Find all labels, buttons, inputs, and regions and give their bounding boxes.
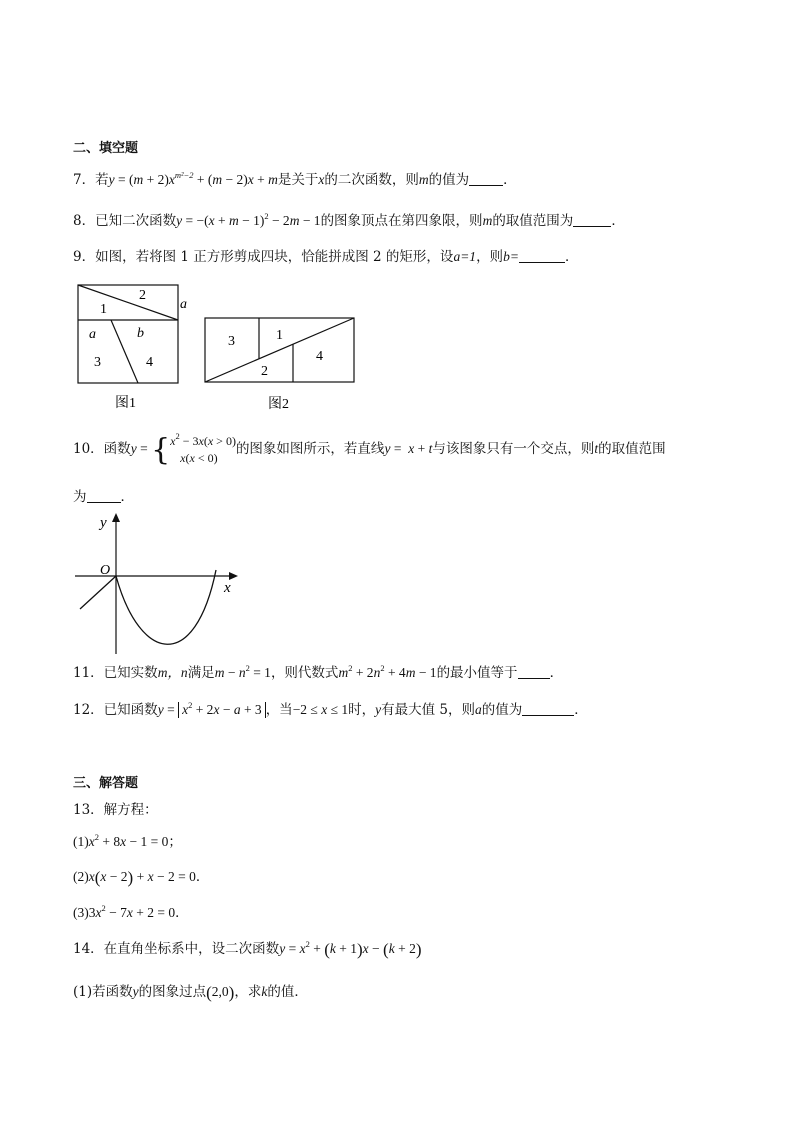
fig1-piece-label: 1: [100, 302, 107, 317]
graph-q10: [70, 508, 245, 658]
fig1-piece-label: 2: [139, 288, 146, 303]
q7-formula: y: [108, 172, 115, 187]
answer-blank[interactable]: [469, 172, 503, 186]
fig1-side-label: a: [89, 327, 96, 342]
question-14-part-1: (1)若函数y的图象过点(2,0)，求k的值．: [73, 983, 308, 1002]
fig1-piece-label: 4: [146, 355, 153, 370]
y-axis-arrow: [112, 513, 120, 522]
question-8: 8．已知二次函数$y = -(x + m - 1)^2 - 2m - 1$的图象顶点在第四象限，则m的取值范围为 ．: [73, 211, 625, 229]
figure-1-square: [78, 285, 187, 411]
question-12: 12．已知函数$y = x^2 + 2x - a + 3$ ，当−2 ≤ x ≤ 1时，y有最大值 5，则a的值为 ．: [73, 700, 588, 718]
question-11: 11．已知实数m，n满足$m - n^2 = 1$，则代数式$m^2 + 2n^2 + 4m - 1$的最小值等于 ．: [73, 663, 564, 681]
answer-blank[interactable]: [522, 702, 574, 716]
fig1-side-label: a: [180, 297, 187, 312]
figure-2-caption: 图2: [268, 397, 289, 412]
section-title-solutions: 三、解答题: [73, 776, 139, 791]
question-13: 13．解方程：: [73, 802, 158, 818]
x-axis-arrow: [229, 572, 238, 580]
figure-1-caption: 图1: [115, 396, 136, 411]
piecewise-function: {$x^2 - 3x(x > 0)$ x(x < 0): [151, 431, 236, 467]
answer-blank[interactable]: [518, 665, 550, 679]
answer-blank[interactable]: [573, 213, 611, 227]
figures-q9: [70, 280, 370, 420]
parabola-branch: [116, 570, 216, 644]
question-14: 14．在直角坐标系中，设二次函数$y = x^2 + (k + 1)x - (k + 2)$: [73, 939, 422, 959]
question-10-continued: 为 ．: [73, 489, 134, 505]
origin-label: O: [100, 563, 111, 578]
answer-blank[interactable]: [87, 489, 121, 503]
fig2-piece-label: 3: [228, 334, 235, 349]
fig1-side-label: b: [137, 326, 144, 341]
fig2-piece-label: 4: [316, 349, 323, 364]
line-branch: [80, 576, 116, 609]
x-axis-label: x: [224, 580, 231, 596]
section-title-fill-in: 二、填空题: [73, 141, 139, 156]
figure-2-rectangle: [205, 318, 354, 412]
question-9: 9．如图，若将图 1 正方形剪成四块，恰能拼成图 2 的矩形，设a=1，则b= ．: [73, 249, 579, 265]
question-10: 10．函数$y = \{x^2 - 3x(x > 0)$ x(x < 0)的图象如图所示，若直线y = x + t与该图象只有一个交点，则t的取值范围: [73, 431, 666, 467]
fig1-piece-label: 3: [94, 355, 101, 370]
fig2-piece-label: 2: [261, 364, 268, 379]
question-7: 7．若$y = (m + 2)x^{m^2-2} + (m - 2)x + m$是关于x的二次函数，则m的值为 ．: [73, 170, 517, 188]
answer-blank[interactable]: [519, 249, 565, 263]
question-13-part-1: $(1)x^2 + 8x - 1 = 0$；: [73, 832, 182, 850]
y-axis-label: y: [100, 515, 107, 531]
fig2-piece-label: 1: [276, 328, 283, 343]
q8-formula: y: [176, 213, 183, 228]
question-13-part-2: (2)x(x − 2) + x − 2 = 0．: [73, 868, 210, 887]
question-13-part-3: $(3)3x^2 - 7x + 2 = 0$．: [73, 903, 189, 921]
